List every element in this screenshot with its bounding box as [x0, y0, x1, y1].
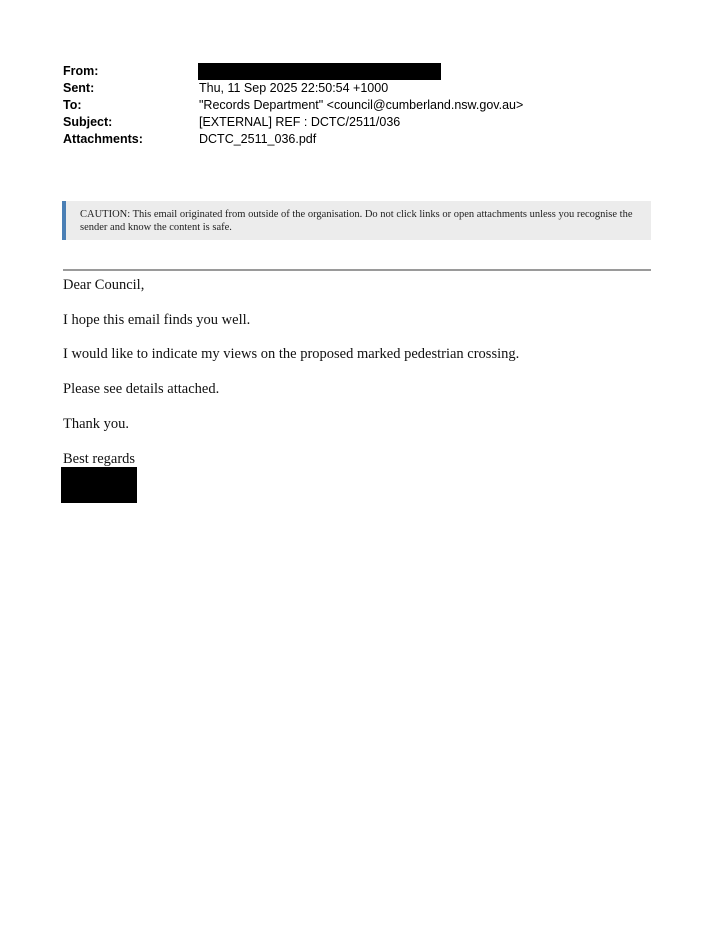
sent-row [63, 80, 663, 97]
body-paragraph-4: Thank you. [63, 416, 130, 432]
greeting: Dear Council, [63, 277, 145, 293]
attachments-row [63, 131, 663, 148]
redacted-sender-block [198, 63, 441, 80]
body-paragraph-1: I hope this email finds you well. [63, 312, 251, 328]
subject-row [63, 114, 663, 131]
sent-value: Thu, 11 Sep 2025 22:50:54 +1000 [199, 81, 389, 95]
signoff: Best regards [63, 451, 136, 467]
header-divider [63, 269, 651, 271]
to-label: To: [63, 98, 82, 112]
subject-label: Subject: [63, 115, 113, 129]
sent-label: Sent: [63, 81, 95, 95]
subject-value: [EXTERNAL] REF : DCTC/2511/036 [199, 115, 401, 129]
body-paragraph-3: Please see details attached. [63, 381, 220, 397]
caution-banner [62, 201, 651, 240]
from-row [63, 63, 663, 80]
caution-text: CAUTION: This email originated from outside of the organisation. Do not click links or open attachments unless you recognise the sender and know the content is safe. [80, 209, 633, 233]
to-row [63, 97, 663, 114]
email-header [63, 63, 663, 148]
redacted-signature-block [61, 467, 137, 503]
body-paragraph-2: I would like to indicate my views on the proposed marked pedestrian crossing. [63, 346, 520, 362]
from-label: From: [63, 64, 99, 78]
attachment-filename[interactable]: DCTC_2511_036.pdf [199, 132, 317, 146]
to-value: "Records Department" <council@cumberland.nsw.gov.au> [199, 98, 524, 112]
attachments-label: Attachments: [63, 132, 143, 146]
